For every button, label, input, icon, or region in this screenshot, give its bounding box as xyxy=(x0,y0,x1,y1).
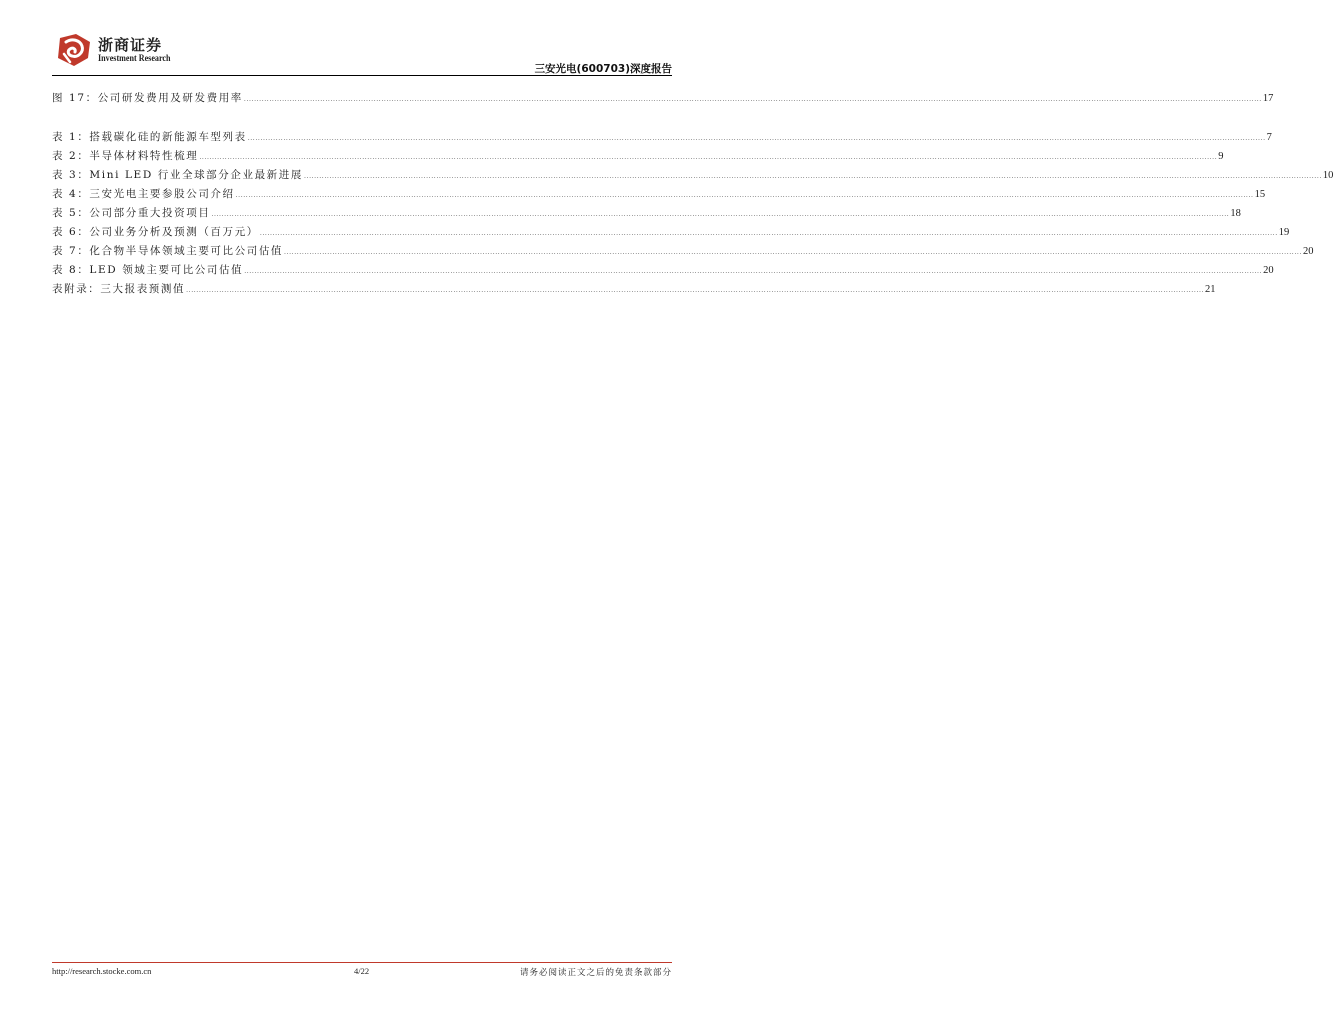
table-list xyxy=(52,128,1333,299)
toc-entry-label: 表 3：Mini LED 行业全球部分企业最新进展 xyxy=(52,169,303,181)
toc-leader-dots: ................................................................................................................................................................................................................................................................................................................................................................................................................ xyxy=(244,268,1263,275)
toc-entry-page: 7 xyxy=(1266,132,1272,143)
toc-entry-page: 15 xyxy=(1254,189,1266,200)
toc-entry[interactable] xyxy=(52,147,1224,166)
toc-leader-dots: ................................................................................................................................................................................................................................................................................................................................................................................................................ xyxy=(235,192,1254,199)
list-spacer xyxy=(52,108,672,128)
toc-entry-label: 表 4：三安光电主要参股公司介绍 xyxy=(52,188,235,200)
toc-leader-dots: ................................................................................................................................................................................................................................................................................................................................................................................................................ xyxy=(247,135,1266,142)
toc-entry-label: 图 17：公司研发费用及研发费用率 xyxy=(52,92,243,104)
footer-divider xyxy=(52,962,672,963)
toc-entry-page: 17 xyxy=(1262,93,1274,104)
table-of-contents xyxy=(52,89,1333,299)
page-header xyxy=(52,28,672,76)
figure-list xyxy=(52,89,1274,108)
toc-entry-page: 19 xyxy=(1278,227,1290,238)
toc-entry-page: 20 xyxy=(1263,265,1274,276)
toc-entry[interactable] xyxy=(52,242,1314,261)
report-title: 三安光电(600703)深度报告 xyxy=(534,63,672,75)
toc-leader-dots: ................................................................................................................................................................................................................................................................................................................................................................................................................ xyxy=(186,287,1205,294)
toc-entry[interactable] xyxy=(52,128,1272,147)
footer-website-link[interactable]: http://research.stocke.com.cn xyxy=(52,966,152,976)
toc-entry-page: 18 xyxy=(1230,208,1241,219)
logo-english-name: Investment Research xyxy=(98,53,171,63)
toc-entry-label: 表 5：公司部分重大投资项目 xyxy=(52,207,211,219)
footer-disclaimer: 请务必阅读正文之后的免责条款部分 xyxy=(519,968,672,978)
toc-leader-dots: ................................................................................................................................................................................................................................................................................................................................................................................................................ xyxy=(259,230,1278,237)
toc-entry[interactable] xyxy=(52,185,1266,204)
logo-mark-icon xyxy=(54,32,94,68)
toc-entry[interactable] xyxy=(52,223,1290,242)
page-footer xyxy=(52,966,672,980)
toc-entry-page: 9 xyxy=(1218,151,1224,162)
toc-entry-label: 表 2：半导体材料特性梳理 xyxy=(52,150,199,162)
toc-entry[interactable] xyxy=(52,261,1274,280)
toc-entry-page: 20 xyxy=(1302,246,1314,257)
toc-leader-dots: ................................................................................................................................................................................................................................................................................................................................................................................................................ xyxy=(199,154,1218,161)
header-divider xyxy=(52,75,672,76)
company-logo xyxy=(52,28,212,70)
toc-entry-label: 表 8：LED 领域主要可比公司估值 xyxy=(52,264,244,276)
toc-entry-label: 表 6：公司业务分析及预测（百万元） xyxy=(52,226,259,238)
toc-leader-dots: ................................................................................................................................................................................................................................................................................................................................................................................................................ xyxy=(211,211,1230,218)
toc-entry[interactable] xyxy=(52,204,1241,223)
toc-entry[interactable] xyxy=(52,166,1333,185)
toc-entry-label: 表附录：三大报表预测值 xyxy=(52,283,186,295)
toc-entry-label: 表 7：化合物半导体领域主要可比公司估值 xyxy=(52,245,284,257)
toc-entry-label: 表 1：搭载碳化硅的新能源车型列表 xyxy=(52,131,247,143)
toc-entry[interactable] xyxy=(52,280,1216,299)
page-number: 4/22 xyxy=(354,966,370,976)
toc-entry-page: 10 xyxy=(1322,170,1333,181)
toc-leader-dots: ................................................................................................................................................................................................................................................................................................................................................................................................................ xyxy=(303,173,1322,180)
toc-leader-dots: ................................................................................................................................................................................................................................................................................................................................................................................................................ xyxy=(284,249,1302,256)
logo-chinese-name: 浙商证券 xyxy=(98,36,163,54)
toc-entry-page: 21 xyxy=(1205,284,1216,295)
toc-leader-dots: ................................................................................................................................................................................................................................................................................................................................................................................................................ xyxy=(243,96,1262,103)
toc-entry[interactable] xyxy=(52,89,1274,108)
